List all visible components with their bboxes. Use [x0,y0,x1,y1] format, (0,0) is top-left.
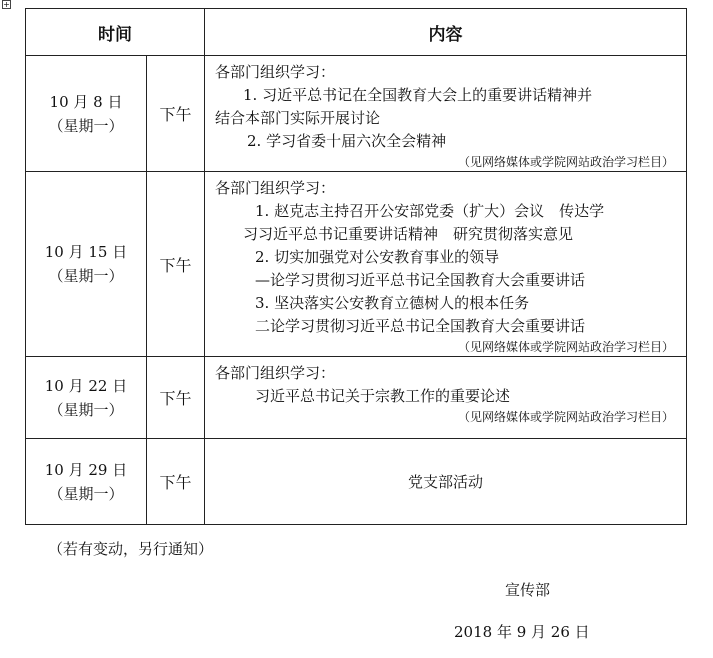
content-line: 1. 赵克志主持召开公安部党委（扩大）会议 传达学 [255,202,605,220]
time-slot: 下午 [147,357,205,439]
table-row [26,357,687,439]
source-note: （见网络媒体或学院网站政治学习栏目） [457,155,674,169]
content-cell [205,357,687,439]
weekday-text: （星期一） [48,116,124,135]
table-row [26,439,687,525]
content-line: —论学习贯彻习近平总书记全国教育大会重要讲话 [255,271,586,289]
change-notice: （若有变动，另行通知） [48,540,214,558]
content-line: 1. 习近平总书记在全国教育大会上的重要讲话精神并 [243,86,593,104]
content-column-header: 内容 [205,9,687,56]
time-slot: 下午 [147,172,205,357]
content-line: 结合本部门实际开展讨论 [215,109,381,127]
content-line: 各部门组织学习： [215,63,336,81]
time-column-header: 时间 [26,9,205,56]
content-cell [205,56,687,172]
date-text: 10 月 15 日 [44,243,128,261]
source-note: （见网络媒体或学院网站政治学习栏目） [457,340,674,354]
date-cell [26,439,147,525]
date-text: 10 月 8 日 [49,92,123,111]
content-line: 3. 坚决落实公安教育立德树人的根本任务 [255,294,530,312]
weekday-text: （星期一） [48,484,124,503]
date-cell [26,357,147,439]
activity-cell: 党支部活动 [205,439,687,525]
weekday-text: （星期一） [48,267,124,285]
content-line: 各部门组织学习： [215,364,336,382]
content-line: 2. 切实加强党对公安教育事业的领导 [255,248,500,266]
time-slot: 下午 [147,439,205,525]
date-cell [26,172,147,357]
weekday-text: （星期一） [48,400,124,419]
content-line: 2. 学习省委十届六次全会精神 [247,132,447,150]
table-header-row [26,9,687,56]
content-line: 各部门组织学习： [215,179,336,197]
issue-date: 2018 年 9 月 26 日 [454,623,590,641]
content-cell [205,172,687,357]
time-slot: 下午 [147,56,205,172]
content-line: 习近平总书记关于宗教工作的重要论述 [255,387,511,405]
table-row [26,172,687,357]
table-anchor-icon[interactable]: + [3,0,10,9]
source-note: （见网络媒体或学院网站政治学习栏目） [457,410,674,424]
content-line: 二论学习贯彻习近平总书记全国教育大会重要讲话 [255,317,586,335]
table-row [26,56,687,172]
date-text: 10 月 29 日 [44,460,128,479]
date-cell [26,56,147,172]
schedule-table [25,8,687,525]
content-line: 习习近平总书记重要讲话精神 研究贯彻落实意见 [243,225,574,243]
issuing-department: 宣传部 [505,581,551,599]
date-text: 10 月 22 日 [44,376,128,395]
